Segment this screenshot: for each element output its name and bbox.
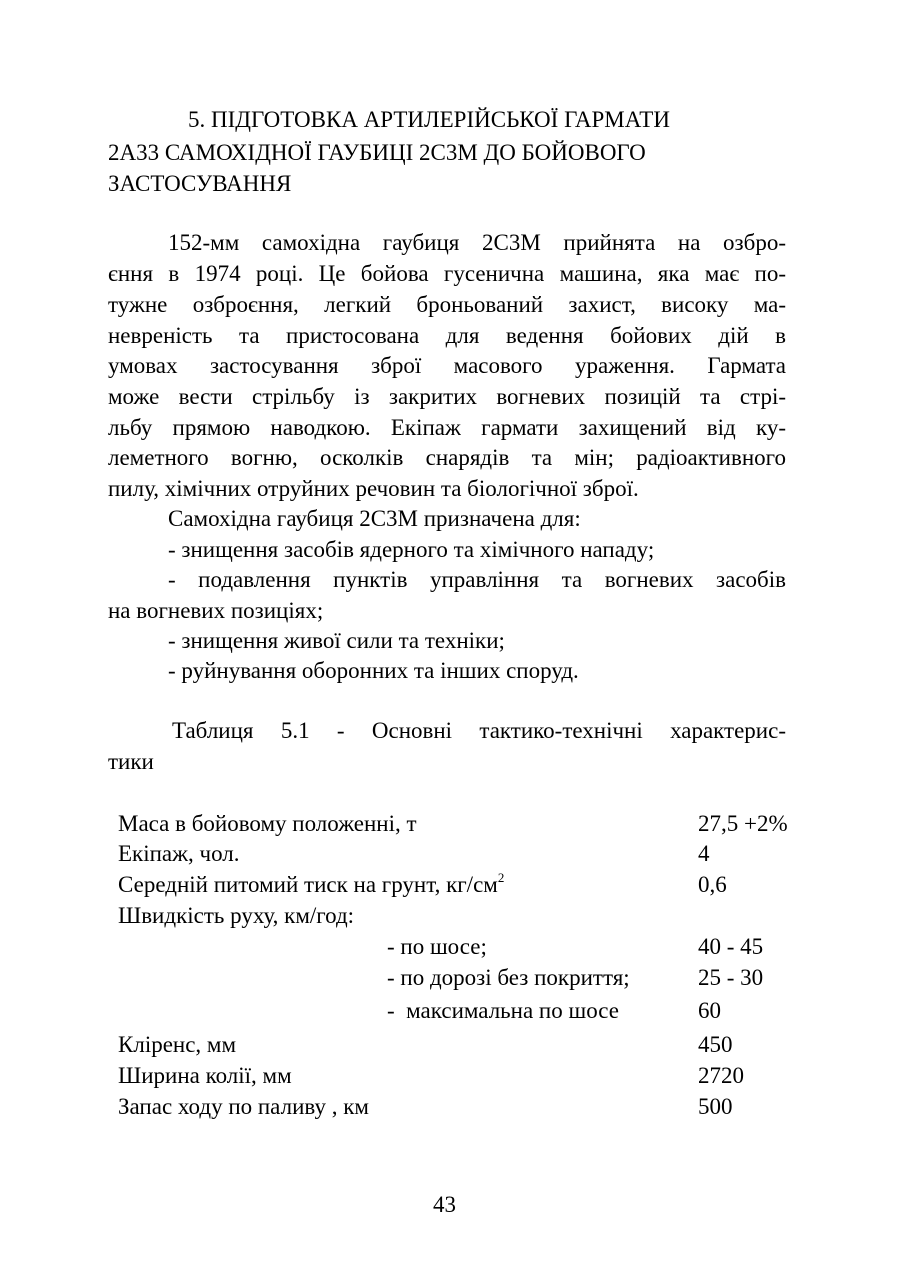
- paragraph-line: пилу, хімічних отруйних речовин та біологічної зброї.: [108, 476, 639, 501]
- paragraph-line: умовах застосування зброї масового ураження. Гармата: [108, 353, 786, 378]
- paragraph-line: може вести стрільбу із закритих вогневих позицій та стрі-: [108, 384, 786, 409]
- spec-label: Запас ходу по паливу , км: [118, 1094, 369, 1119]
- purpose-item: - подавлення пунктів управління та вогневих засобів: [168, 567, 786, 592]
- spec-sublabel: - максимальна по шосе: [387, 998, 619, 1023]
- table-caption-line-1: Таблиця 5.1 - Основні тактико-технічні характерис-: [172, 718, 786, 743]
- section-heading-line-2: 2А33 САМОХІДНОЇ ГАУБИЦІ 2С3М ДО БОЙОВОГО: [108, 140, 646, 165]
- paragraph-line: невреність та пристосована для ведення бойових дій в: [108, 323, 786, 348]
- spec-label: Середній питомий тиск на грунт, $кг/см^2$: [118, 870, 505, 897]
- spec-value: 500: [698, 1094, 733, 1119]
- paragraph-line: леметного вогню, осколків снарядів та мін; радіоактивного: [108, 445, 786, 470]
- spec-value: 0,6: [698, 872, 727, 897]
- table-caption-line-2: тики: [108, 749, 154, 774]
- superscript: 2: [497, 870, 505, 886]
- spec-group-header: Швидкість руху, км/год:: [118, 903, 355, 928]
- page-number: 43: [433, 1192, 456, 1217]
- purpose-item: - знищення живої сили та техніки;: [168, 628, 505, 653]
- purpose-intro: Самохідна гаубиця 2С3М призначена для:: [168, 506, 581, 531]
- spec-sublabel: - по шосе;: [387, 934, 487, 959]
- purpose-item: - руйнування оборонних та інших споруд.: [168, 658, 579, 683]
- purpose-item-continuation: на вогневих позиціях;: [108, 598, 324, 623]
- paragraph-line: 152-мм самохідна гаубиця 2С3М прийнята на озбро-: [168, 230, 786, 255]
- spec-label: Екіпаж, чол.: [118, 841, 240, 866]
- paragraph-line: єння в 1974 році. Це бойова гусенична машина, яка має по-: [108, 261, 786, 286]
- section-heading-line-1: 5. ПІДГОТОВКА АРТИЛЕРІЙСЬКОЇ ГАРМАТИ: [188, 107, 670, 132]
- spec-label: Маса в бойовому положенні, т: [118, 811, 417, 836]
- spec-sublabel: - по дорозі без покриття;: [387, 965, 630, 990]
- spec-value: 60: [698, 998, 721, 1023]
- spec-value: 2720: [698, 1063, 744, 1088]
- spec-label: Кліренс, мм: [118, 1032, 237, 1057]
- spec-value: 40 - 45: [698, 934, 764, 959]
- section-heading-line-3: ЗАСТОСУВАННЯ: [108, 171, 292, 196]
- paragraph-line: тужне озброєння, легкий броньований захист, високу ма-: [108, 292, 786, 317]
- spec-value: 27,5 +2%: [698, 811, 788, 836]
- spec-label: Ширина колії, мм: [118, 1063, 292, 1088]
- paragraph-line: льбу прямою наводкою. Екіпаж гармати захищений від ку-: [108, 415, 786, 440]
- spec-value: 450: [698, 1032, 733, 1057]
- purpose-item: - знищення засобів ядерного та хімічного нападу;: [168, 537, 655, 562]
- spec-value: 4: [698, 841, 710, 866]
- spec-value: 25 - 30: [698, 965, 764, 990]
